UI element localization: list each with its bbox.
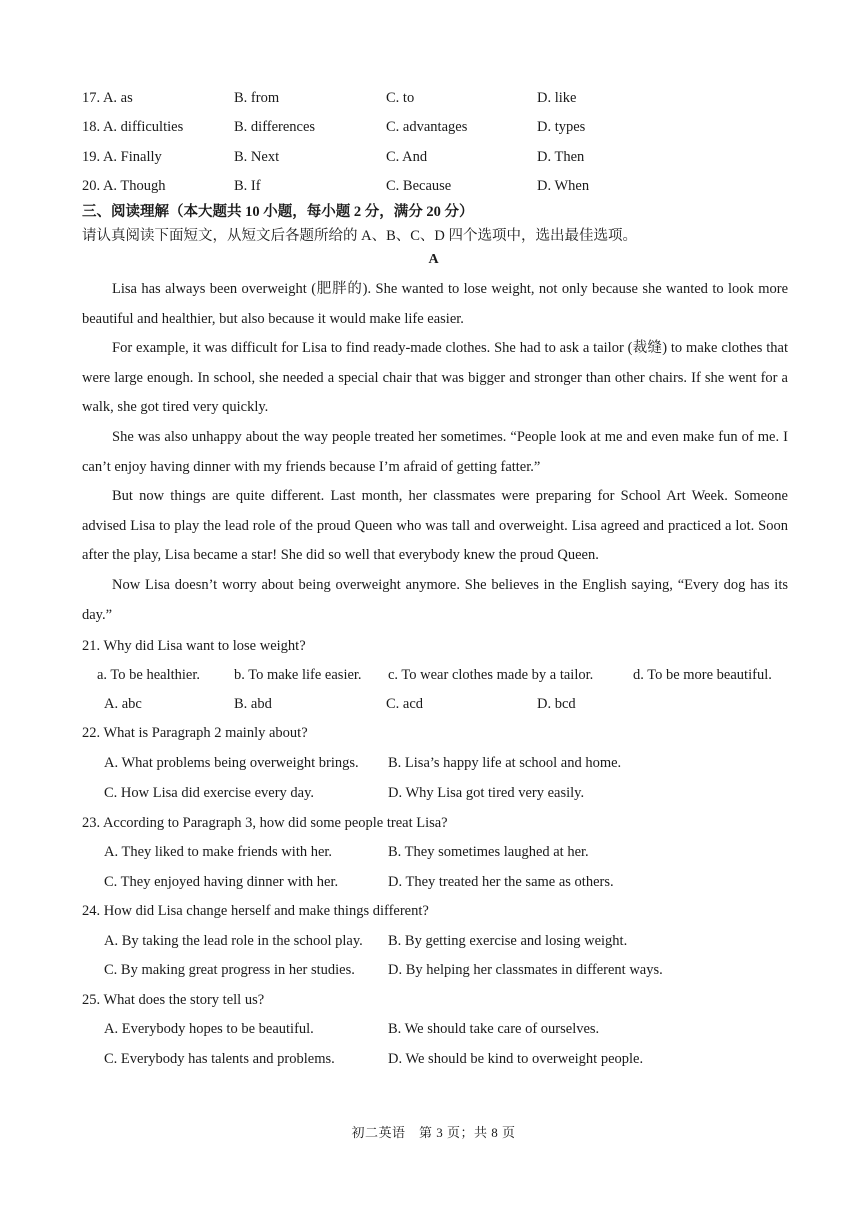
- question-21-stem: 21. Why did Lisa want to lose weight?: [82, 638, 306, 654]
- option-d: D. Then: [537, 149, 585, 165]
- option-d: D. By helping her classmates in different ways.: [388, 962, 663, 978]
- option-c: C. And: [386, 149, 428, 165]
- question-23-stem: 23. According to Paragraph 3, how did some people treat Lisa?: [82, 815, 448, 831]
- passage-paragraph-5: Now Lisa doesn’t worry about being overweight anymore. She believes in the English saying, “Every dog has its day.”: [82, 577, 788, 623]
- option-a: A. By taking the lead role in the school play.: [104, 933, 363, 949]
- statement-d: d. To be more beautiful.: [633, 667, 772, 683]
- option-c: C. acd: [386, 696, 424, 712]
- option-b: B. We should take care of ourselves.: [388, 1021, 600, 1037]
- section-instruction: 请认真阅读下面短文，从短文后各题所给的 A、B、C、D 四个选项中，选出最佳选项。: [82, 228, 638, 244]
- statement-c: c. To wear clothes made by a tailor.: [388, 667, 594, 683]
- option-b: B. abd: [234, 696, 272, 712]
- option-d: D. They treated her the same as others.: [388, 874, 614, 890]
- option-d: D. types: [537, 119, 586, 135]
- section-title: 三、阅读理解（本大题共 10 小题，每小题 2 分，满分 20 分）: [82, 204, 474, 220]
- question-25-stem: 25. What does the story tell us?: [82, 992, 265, 1008]
- option-c: C. to: [386, 90, 415, 106]
- option-d: D. Why Lisa got tired very easily.: [388, 785, 585, 801]
- option-a: A. abc: [104, 696, 142, 712]
- option-d: D. bcd: [537, 696, 576, 712]
- passage-paragraph-3: She was also unhappy about the way people treated her sometimes. “People look at me and even make fun of me. I can’t enjoy having dinner with my friends because I’m afraid of getting fatter.”: [82, 429, 788, 475]
- question-22-stem: 22. What is Paragraph 2 mainly about?: [82, 725, 308, 741]
- option-a: 19. A. Finally: [82, 149, 162, 165]
- option-a: 20. A. Though: [82, 178, 166, 194]
- option-c: C. By making great progress in her studies.: [104, 962, 355, 978]
- option-c: C. advantages: [386, 119, 468, 135]
- option-b: B. If: [234, 178, 261, 194]
- option-c: C. How Lisa did exercise every day.: [104, 785, 315, 801]
- option-b: B. Lisa’s happy life at school and home.: [388, 755, 622, 771]
- option-b: B. They sometimes laughed at her.: [388, 844, 589, 860]
- question-24-stem: 24. How did Lisa change herself and make things different?: [82, 903, 429, 919]
- option-d: D. like: [537, 90, 577, 106]
- statement-b: b. To make life easier.: [234, 667, 362, 683]
- option-a: A. Everybody hopes to be beautiful.: [104, 1021, 314, 1037]
- option-b: B. Next: [234, 149, 280, 165]
- option-a: A. They liked to make friends with her.: [104, 844, 333, 860]
- option-c: C. Because: [386, 178, 452, 194]
- passage-paragraph-4: But now things are quite different. Last month, her classmates were preparing for School Art Week. Someone advised Lisa to play the lead role of the proud Queen who was tall and overweight. Lisa agreed and practiced a lot. Soon after the play, Lisa became a star! She did so well that everybody knew the proud Queen.: [82, 488, 788, 564]
- option-a: 17. A. as: [82, 90, 133, 106]
- option-c: C. They enjoyed having dinner with her.: [104, 874, 339, 890]
- option-d: D. We should be kind to overweight people.: [388, 1051, 644, 1067]
- option-d: D. When: [537, 178, 590, 194]
- option-b: B. differences: [234, 119, 316, 135]
- passage-label: A: [428, 252, 439, 267]
- option-b: B. By getting exercise and losing weight.: [388, 933, 628, 949]
- option-c: C. Everybody has talents and problems.: [104, 1051, 335, 1067]
- page-footer: 初二英语 第 3 页；共 8 页: [351, 1125, 516, 1140]
- option-a: 18. A. difficulties: [82, 119, 184, 135]
- passage-paragraph-2: For example, it was difficult for Lisa to find ready-made clothes. She had to ask a tailor (裁缝) to make clothes that were large enough. In school, she needed a special chair that was bigger and stronger than other chairs. If she went for a walk, she got tired very quickly.: [82, 340, 788, 416]
- option-a: A. What problems being overweight brings.: [104, 755, 359, 771]
- passage-paragraph-1: Lisa has always been overweight (肥胖的). She wanted to lose weight, not only because she wanted to look more beautiful and healthier, but also because it would make life easier.: [82, 281, 788, 327]
- option-b: B. from: [234, 90, 280, 106]
- statement-a: a. To be healthier.: [97, 667, 201, 683]
